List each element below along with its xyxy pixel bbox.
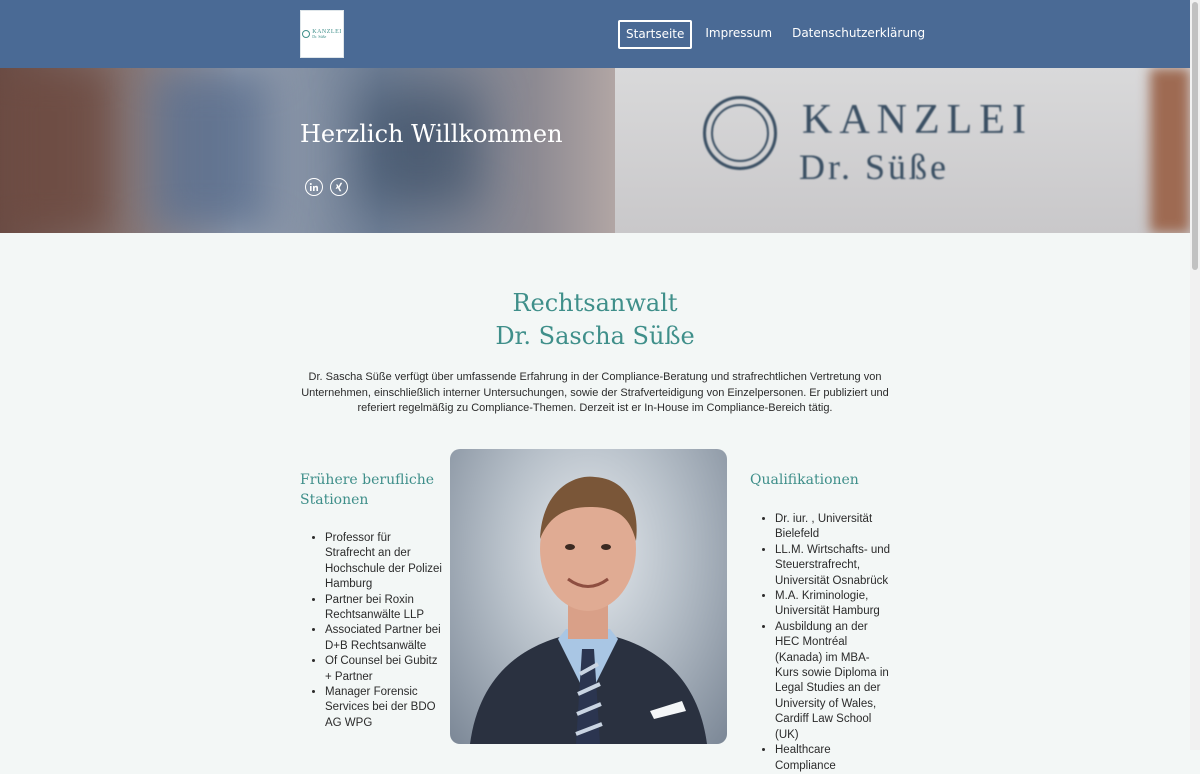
page-title (300, 287, 890, 353)
list-item: • M.A. Kriminologie, Universität Hamburg (775, 589, 893, 620)
nav-item-impressum[interactable]: Impressum (705, 26, 773, 40)
logo-wordmark (312, 29, 342, 39)
intro-text: Dr. Sascha Süße verfügt über umfassende Erfahrung in der Compliance-Beratung und strafrechtlichen Vertretung von Unternehmen, einschließlich interner Untersuchungen, sowie der Strafverteidigung von Einzelpersonen. Er publiziert und referiert regelmäßig zu Compliance-Themen. Derzeit ist er In-House im Compliance-Bereich tätig. (301, 371, 889, 414)
hero-banner (0, 68, 1190, 233)
kanzlei-sign (615, 68, 1190, 233)
list-item: • LL.M. Wirtschafts- und Steuerstrafrecht, Universität Osnabrück (775, 543, 893, 589)
nav-item-startseite[interactable]: Startseite (618, 20, 692, 49)
site-logo[interactable] (300, 10, 344, 58)
hero-backdrop-left (0, 68, 110, 233)
list-item: • Partner bei Roxin Rechtsanwälte LLP (325, 593, 442, 624)
main-nav (618, 20, 938, 49)
linkedin-icon[interactable] (305, 178, 323, 196)
hero-backdrop-middle (150, 68, 270, 233)
sign-text-name: Dr. Süße (799, 147, 949, 187)
logo-line-2: Dr. Süße (312, 34, 327, 39)
list-item: • Associated Partner bei D+B Rechtsanwälte (325, 623, 442, 654)
scrollbar-thumb[interactable] (1192, 2, 1198, 270)
list-item: • Manager Forensic Services bei der BDO AG WPG (325, 685, 442, 731)
scales-seal-icon (703, 96, 777, 170)
hero-backdrop-shadow (360, 88, 480, 208)
list-item: • Professor für Strafrecht an der Hochschule der Polizei Hamburg (325, 531, 442, 593)
hero-title: Herzlich Willkommen (300, 120, 563, 148)
scales-icon (302, 30, 310, 38)
sign-edge (1150, 68, 1190, 233)
stations-list (300, 531, 442, 731)
logo-line-1: KANZLEI (312, 29, 342, 35)
section-title-qualifications: Qualifikationen (750, 472, 859, 488)
list-item: • Of Counsel bei Gubitz + Partner (325, 654, 442, 685)
sign-text-kanzlei: KANZLEI (802, 97, 1033, 143)
list-item: • Healthcare Compliance (775, 743, 893, 774)
portrait-photo (450, 449, 727, 744)
site-header (0, 0, 1190, 68)
page-scrollbar[interactable] (1190, 0, 1200, 750)
section-title-stations: Frühere berufliche Stationen (300, 472, 435, 508)
list-item: • Dr. iur. , Universität Bielefeld (775, 512, 893, 543)
page-title-line-2: Dr. Sascha Süße (495, 322, 695, 350)
xing-icon[interactable] (330, 178, 348, 196)
list-item: • Ausbildung an der HEC Montréal (Kanada) im MBA-Kurs sowie Diploma in Legal Studies an der University of Wales, Cardiff Law School (UK) (775, 620, 893, 743)
page-title-line-1: Rechtsanwalt (512, 289, 678, 317)
qualifications-list (750, 512, 893, 774)
nav-item-datenschutz[interactable]: Datenschutzerklärung (792, 26, 926, 40)
